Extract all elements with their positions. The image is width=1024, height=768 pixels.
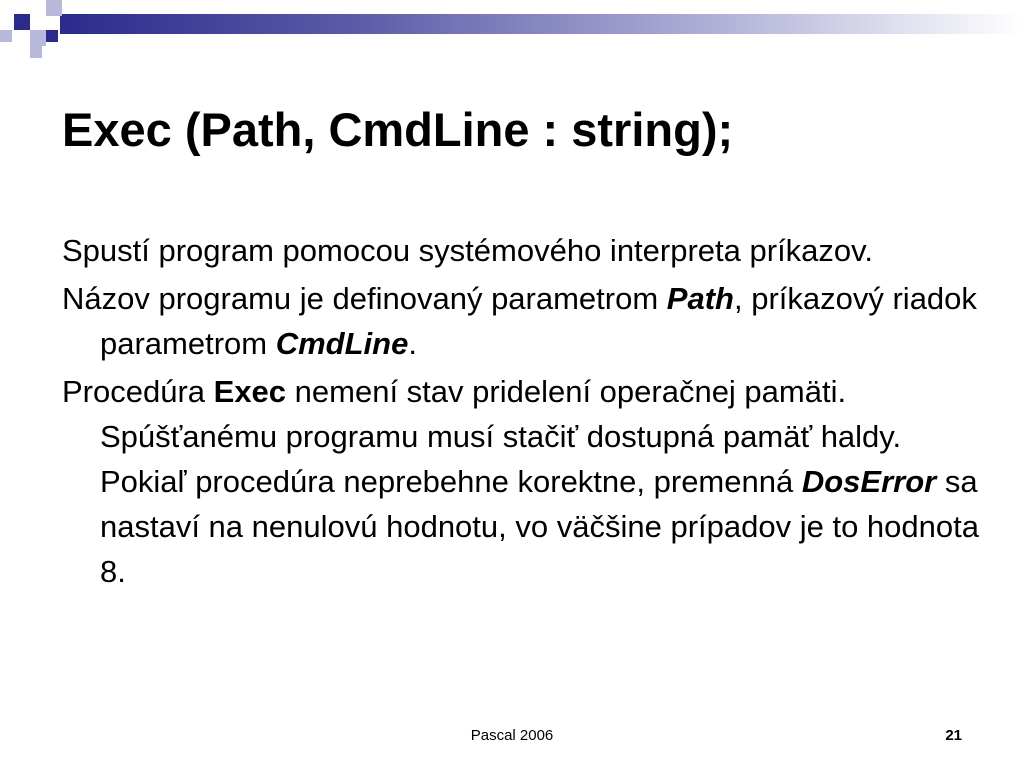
var-doserror: DosError (801, 464, 937, 499)
paragraph-3 (62, 369, 992, 594)
paragraph-text: Názov programu je definovaný parametrom (62, 281, 667, 316)
banner-square-icon (14, 14, 30, 30)
slide-body (62, 228, 992, 597)
decorative-banner (0, 0, 1024, 62)
paragraph-text: Spustí program pomocou systémového interpreta príkazov. (62, 233, 873, 268)
banner-square-icon (0, 30, 12, 42)
paragraph-text: . (408, 326, 417, 361)
paragraph-text: Procedúra (62, 374, 214, 409)
page-number: 21 (945, 727, 962, 744)
paragraph-text: sa nastaví na nenulovú hodnotu, vo väčšine prípadov je to hodnota 8. (100, 464, 979, 589)
footer-text: Pascal 2006 (470, 727, 554, 744)
param-cmdline: CmdLine (275, 326, 409, 361)
paragraph-text: , príkazový riadok parametrom (100, 281, 977, 361)
procedure-exec: Exec (213, 374, 287, 409)
banner-square-icon (30, 30, 46, 46)
gradient-bar (60, 14, 1024, 34)
param-path: Path (666, 281, 734, 316)
banner-square-icon (46, 0, 62, 16)
banner-square-icon (46, 30, 58, 42)
paragraph-2 (62, 276, 992, 366)
banner-square-icon (30, 46, 42, 58)
slide-title: Exec (Path, CmdLine : string); (62, 103, 734, 156)
paragraph-1 (62, 228, 992, 273)
paragraph-text: nemení stav pridelení operačnej pamäti. Spúšťanému programu musí stačiť dostupná pamäť haldy. Pokiaľ procedúra neprebehne korektne, premenná (100, 374, 902, 499)
